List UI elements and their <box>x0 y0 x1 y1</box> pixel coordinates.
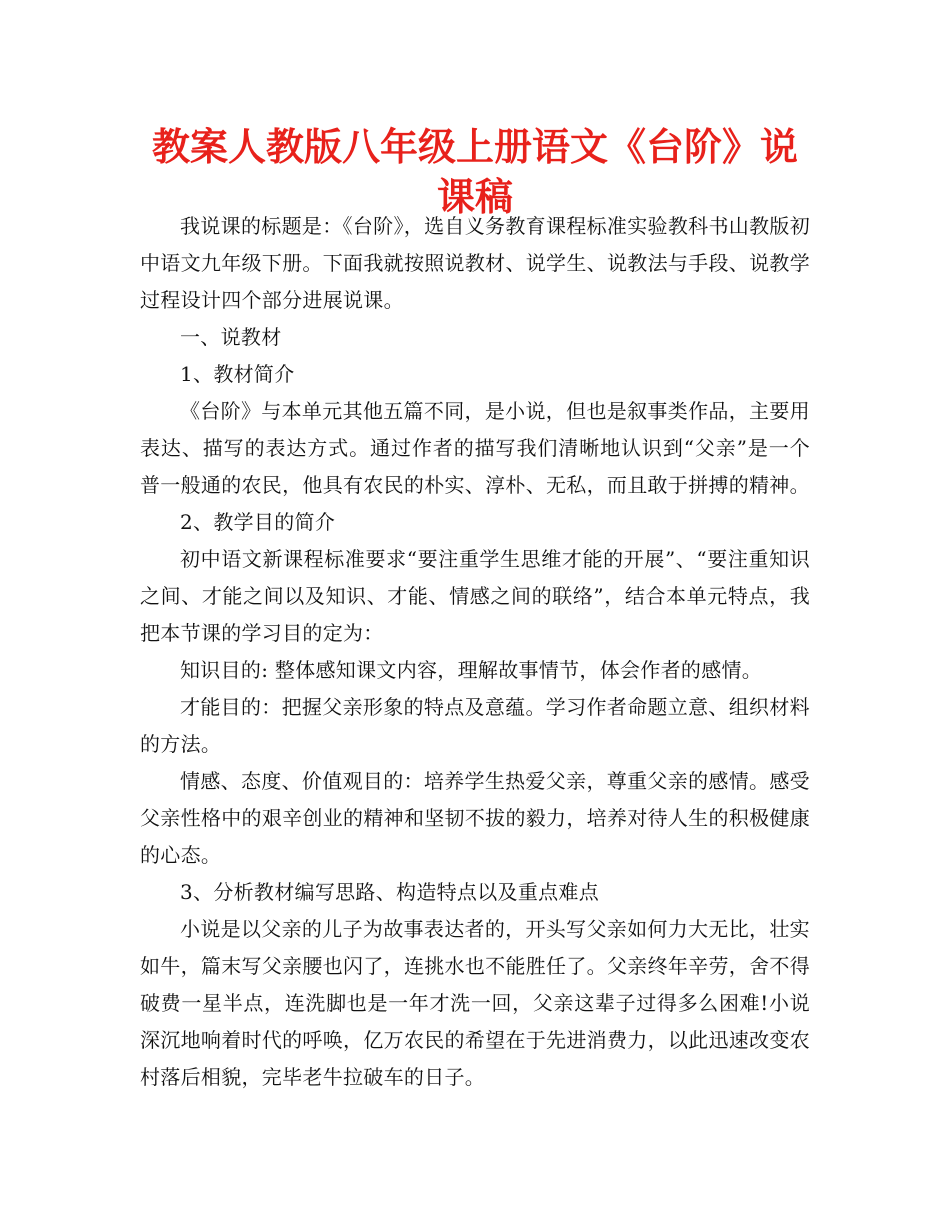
paragraph-emotion-goal: 情感、态度、价值观目的：培养学生热爱父亲，尊重父亲的感情。感受父亲性格中的艰辛创业的精神和坚韧不拔的毅力，培养对待人生的积极健康的心态。 <box>140 769 810 867</box>
subheading-teaching-goals: 2、教学目的简介 <box>180 510 336 534</box>
subheading-textbook-intro: 1、教材简介 <box>180 362 295 386</box>
subheading-analysis: 3、分析教材编写思路、构造特点以及重点难点 <box>180 880 600 904</box>
paragraph-textbook-intro: 《台阶》与本单元其他五篇不同，是小说，但也是叙事类作品，主要用表达、描写的表达方式。通过作者的描写我们清晰地认识到“父亲”是一个普一般通的农民，他具有农民的朴实、淳朴、无私，而且敢于拼搏的精神。 <box>140 399 810 497</box>
paragraph-analysis: 小说是以父亲的儿子为故事表达者的，开头写父亲如何力大无比，壮实如牛，篇末写父亲腰也闪了，连挑水也不能胜任了。父亲终年辛劳，舍不得破费一星半点，连洗脚也是一年才洗一回，父亲这辈子过得多么困难!小说深沉地响着时代的呼唤，亿万农民的希望在于先进消费力，以此迅速改变农村落后相貌，完毕老牛拉破车的日子。 <box>140 917 810 1089</box>
paragraph-curriculum-standard: 初中语文新课程标准要求“要注重学生思维才能的开展”、“要注重知识之间、才能之间以及知识、才能、情感之间的联络”，结合本单元特点，我把本节课的学习目的定为： <box>140 547 810 645</box>
paragraph-ability-goal: 才能目的：把握父亲形象的特点及意蕴。学习作者命题立意、组织材料的方法。 <box>140 695 810 756</box>
section-heading-textbook: 一、说教材 <box>180 325 282 349</box>
paragraph-intro: 我说课的标题是：《台阶》，选自义务教育课程标准实验教科书山教版初中语文九年级下册。下面我就按照说教材、说学生、说教法与手段、说教学过程设计四个部分进展说课。 <box>140 214 810 312</box>
document-body <box>140 208 810 1096</box>
paragraph-knowledge-goal: 知识目的: 整体感知课文内容，理解故事情节，体会作者的感情。 <box>180 658 763 682</box>
document-title: 教案人教版八年级上册语文《台阶》说课稿 <box>151 125 798 219</box>
